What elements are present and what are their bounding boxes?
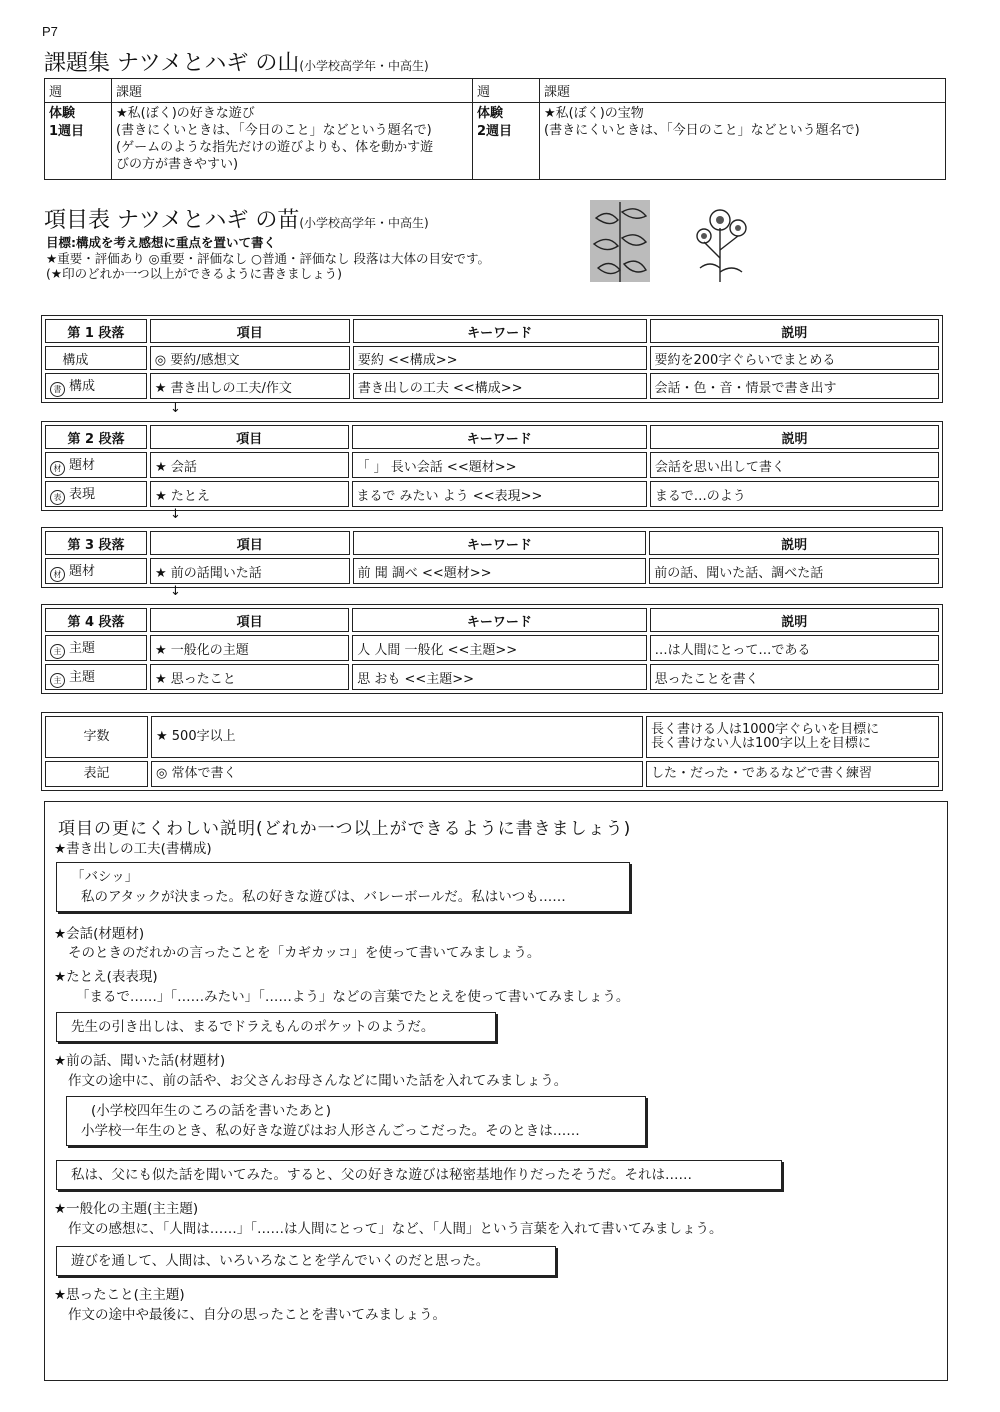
flow-arrow: ↓ [170, 584, 181, 599]
col-week: 週 [473, 79, 540, 103]
header-item: 項目 [150, 425, 348, 449]
header-keyword: キーワード [353, 531, 647, 555]
explain-cell: 会話を思い出して書く [650, 452, 939, 478]
category-icon: 材 [50, 461, 65, 476]
category-cell: 主 主題 [45, 635, 147, 661]
items-title: 項目表 ナツメとハギ の苗(小学校高学年・中高生) [44, 208, 429, 233]
section-3-table [41, 527, 943, 588]
item-cell: ★ 前の話聞いた話 [150, 558, 350, 584]
assignment-table [44, 78, 946, 180]
detail-heading: ★たとえ(表表現) [54, 969, 158, 985]
section-4-table [41, 604, 943, 694]
category-cell: 構成 [45, 346, 147, 370]
task-cell: ★私(ぼく)の好きな遊び (書きにくいときは、「今日のこと」などという題名で) (ゲームのような指先だけの遊びよりも、体を動かす遊 びの方が書きやすい) [112, 103, 473, 180]
section-label: 第 4 段落 [45, 608, 147, 632]
category-icon: 主 [50, 644, 65, 659]
item-cell: ★ たとえ [150, 481, 348, 507]
category-cell: 表 表現 [45, 481, 147, 507]
explain-cell: 要約を200字ぐらいでまとめる [650, 346, 940, 370]
section-label: 第 1 段落 [45, 319, 147, 343]
category-cell: 材 題材 [45, 452, 147, 478]
extra-table [41, 712, 943, 791]
explain-cell: 会話・色・音・情景で書き出す [650, 373, 940, 399]
section-label: 第 2 段落 [45, 425, 147, 449]
week-cell: 体験 1週目 [45, 103, 112, 180]
style-item: ◎ 常体で書く [151, 761, 643, 787]
detail-heading: ★思ったこと(主主題) [54, 1287, 185, 1303]
flower-illustration [690, 198, 754, 284]
category-cell: 材 題材 [45, 558, 147, 584]
keyword-cell: 思 おも <<主題>> [352, 664, 646, 690]
keyword-cell: 書き出しの工夫 <<構成>> [353, 373, 647, 399]
keyword-cell: 要約 <<構成>> [353, 346, 647, 370]
keyword-cell: まるで みたい よう <<表現>> [352, 481, 647, 507]
section-1-table [41, 315, 943, 403]
category-icon: 書 [50, 382, 65, 397]
item-cell: ★ 会話 [150, 452, 348, 478]
header-keyword: キーワード [352, 425, 647, 449]
header-keyword: キーワード [352, 608, 646, 632]
detail-desc: そのときのだれかの言ったことを「カギカッコ」を使って書いてみましょう。 [68, 945, 541, 961]
example-box: 「バシッ」 私のアタックが決まった。私の好きな遊びは、バレーボールだ。私はいつも…… [56, 862, 630, 912]
item-cell: ◎ 要約/感想文 [150, 346, 350, 370]
explain-cell: 前の話、聞いた話、調べた話 [649, 558, 939, 584]
keyword-cell: 前 聞 調べ <<題材>> [353, 558, 647, 584]
item-cell: ★ 書き出しの工夫/作文 [150, 373, 350, 399]
style-label: 表記 [45, 761, 148, 787]
header-explain: 説明 [650, 608, 939, 632]
header-item: 項目 [150, 319, 350, 343]
detail-heading: ★一般化の主題(主主題) [54, 1201, 199, 1217]
header-explain: 説明 [649, 531, 939, 555]
section-label: 第 3 段落 [45, 531, 147, 555]
header-item: 項目 [150, 531, 350, 555]
detail-desc: 「まるで……」「……みたい」「……よう」などの言葉でたとえを使って書いてみましょう。 [76, 989, 630, 1005]
detail-heading: ★会話(材題材) [54, 926, 145, 942]
item-cell: ★ 一般化の主題 [150, 635, 349, 661]
count-explain: 長く書ける人は1000字ぐらいを目標に 長く書けない人は100字以上を目標に [646, 716, 939, 758]
category-icon: 主 [50, 673, 65, 688]
keyword-cell: 「 」 長い会話 <<題材>> [352, 452, 647, 478]
category-icon: 表 [50, 490, 65, 505]
keyword-cell: 人 人間 一般化 <<主題>> [352, 635, 646, 661]
plant-illustration [588, 198, 652, 284]
detail-heading: ★前の話、聞いた話(材題材) [54, 1053, 226, 1069]
detail-desc: 作文の感想に、「人間は……」「……は人間にとって」など、「人間」という言葉を入れて書いてみましょう。 [68, 1221, 723, 1237]
category-cell: 主 主題 [45, 664, 147, 690]
col-task: 課題 [112, 79, 473, 103]
header-explain: 説明 [650, 319, 940, 343]
example-box: 遊びを通して、人間は、いろいろなことを学んでいくのだと思った。 [56, 1246, 556, 1276]
item-cell: ★ 思ったこと [150, 664, 349, 690]
goal-text: 目標:構成を考え感想に重点を置いて書く ★重要・評価あり ◎重要・評価なし ○普通・評価なし 段落は大体の目安です。 (★印のどれか一つ以上ができるように書きましょう) [46, 235, 490, 281]
example-box: (小学校四年生のころの話を書いたあと) 小学校一年生のとき、私の好きな遊びはお人形さんごっこだった。そのときは…… [66, 1096, 646, 1146]
detail-desc: 作文の途中に、前の話や、お父さんお母さんなどに聞いた話を入れてみましょう。 [68, 1073, 568, 1089]
explain-cell: …は人間にとって…である [650, 635, 939, 661]
section-2-table [41, 421, 943, 511]
header-item: 項目 [150, 608, 349, 632]
explain-cell: まるで…のよう [650, 481, 939, 507]
category-icon: 材 [50, 567, 65, 582]
week-cell: 体験 2週目 [473, 103, 540, 180]
detail-title: 項目の更にくわしい説明(どれか一つ以上ができるように書きましょう) [58, 819, 632, 839]
count-item: ★ 500字以上 [151, 716, 643, 758]
example-box: 先生の引き出しは、まるでドラえもんのポケットのようだ。 [56, 1012, 496, 1042]
page-number: P7 [42, 24, 58, 39]
flow-arrow: ↓ [170, 507, 181, 522]
detail-heading: ★書き出しの工夫(書構成) [54, 841, 212, 857]
flow-arrow: ↓ [170, 401, 181, 416]
header-keyword: キーワード [353, 319, 647, 343]
header-explain: 説明 [650, 425, 939, 449]
style-explain: した・だった・であるなどで書く練習 [646, 761, 939, 787]
detail-desc: 作文の途中や最後に、自分の思ったことを書いてみましょう。 [68, 1307, 446, 1323]
explain-cell: 思ったことを書く [650, 664, 939, 690]
category-cell: 書 構成 [45, 373, 147, 399]
count-label: 字数 [45, 716, 148, 758]
assignment-title: 課題集 ナツメとハギ の山(小学校高学年・中高生) [44, 51, 429, 76]
task-cell: ★私(ぼく)の宝物 (書きにくいときは、「今日のこと」などという題名で) [540, 103, 946, 180]
col-task: 課題 [540, 79, 946, 103]
example-box: 私は、父にも似た話を聞いてみた。すると、父の好きな遊びは秘密基地作りだったそうだ。それは…… [56, 1160, 782, 1190]
col-week: 週 [45, 79, 112, 103]
